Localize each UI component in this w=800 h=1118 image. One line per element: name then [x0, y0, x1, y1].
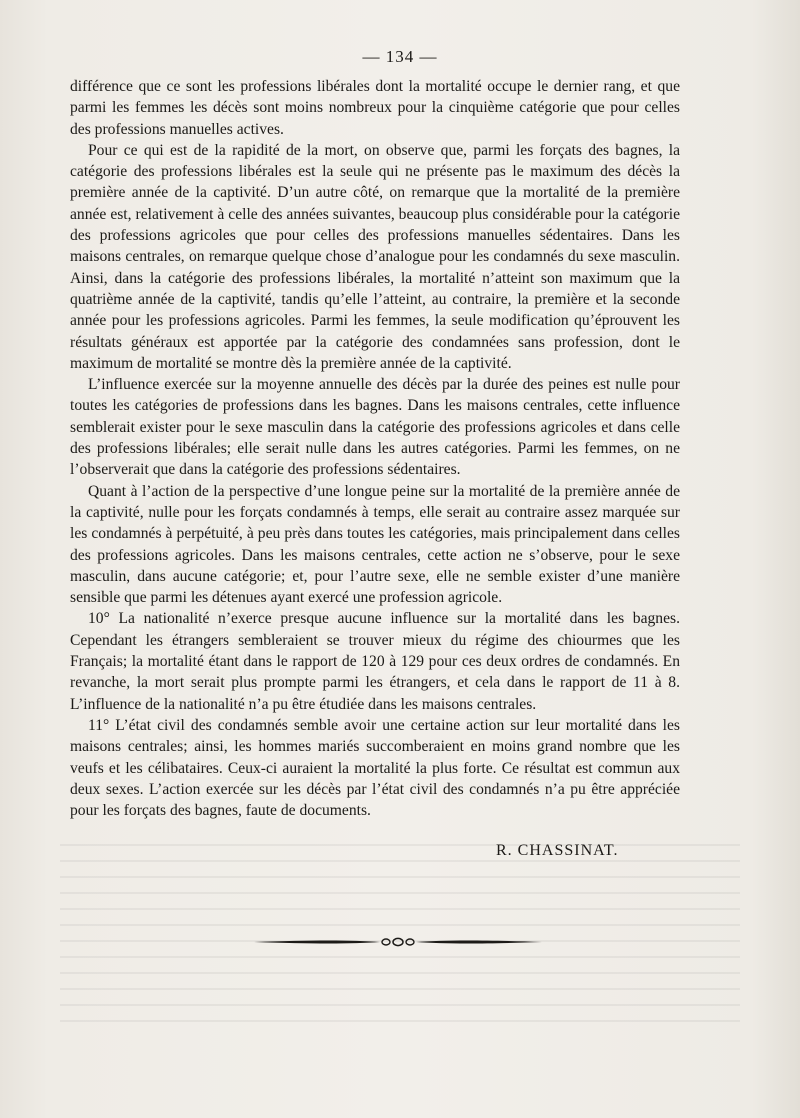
paragraph-3: L’influence exercée sur la moyenne annuelle des décès par la durée des peines est nulle pour toutes les catégories de professions dans les bagnes. Dans les maisons centrales, cette influence semblerait exister pour le sexe masculin dans la catégorie des professions agricoles et dans celle des professions libérales; elle serait nulle dans les autres catégories. Parmi les femmes, on ne l’observerait que dans la catégorie des professions sédentaires. [70, 376, 680, 479]
bleed-through-shadow [60, 830, 740, 1030]
paragraph-6: 11° L’état civil des condamnés semble avoir une certaine action sur leur mortalité dans les maisons centrales; ainsi, les hommes mariés succomberaient en moins grand nombre que les veufs et les célibataires. Ceux-ci auraient la mortalité la plus forte. Ce résultat est commun aux deux sexes. L’action exercée sur les décès par l’état civil des condamnés n’a pu être appréciée pour les forçats des bagnes, faute de documents. [70, 716, 680, 820]
body-text [70, 76, 680, 821]
paragraph-2: Pour ce qui est de la rapidité de la mort, on observe que, parmi les forçats des bagnes, la catégorie des professions libérales est la seule qui ne présente pas le maximum des décès la première année de la captivité. D’un autre côté, on remarque que la mortalité de la première année est, relativement à celle des années suivantes, beaucoup plus considérable pour la catégorie des professions agricoles que pour celles des professions manuelles sédentaires. Dans les maisons centrales, on remarque quelque chose d’analogue pour les condamnés du sexe masculin. Ainsi, dans la catégorie des professions libérales, la mortalité n’atteint son maximum que la quatrième année de la captivité, tandis qu’elle l’atteint, au contraire, la première et la seconde année pour les professions agricoles. Parmi les femmes, la seule modification qu’éprouvent les résultats généraux est apportée par la catégorie des condamnées sans profession, dont le maximum de mortalité se montre dès la première année de la captivité. [70, 141, 680, 372]
paragraph-4: Quant à l’action de la perspective d’une longue peine sur la mortalité de la première année de la captivité, nulle pour les forçats condamnés à temps, elle serait au contraire assez marquée sur les condamnés à perpétuité, à peu près dans toutes les catégories, mais principalement dans celles des professions agricoles. Dans les maisons centrales, cette action ne s’observe, pour le sexe masculin, dans aucune catégorie; et, pour l’autre sexe, elle ne semble exister d’une manière sensible que parmi les détenues ayant exercé une profession agricole. [70, 482, 680, 607]
page-number: — 134 — [362, 47, 438, 66]
ornament-divider-icon [252, 934, 544, 950]
paragraph-1: différence que ce sont les professions libérales dont la mortalité occupe le dernier rang, et que parmi les femmes les décès sont moins nombreux pour la cinquième catégorie que pour celles des professions manuelles actives. [70, 78, 680, 138]
paragraph-5: 10° La nationalité n’exerce presque aucune influence sur la mortalité dans les bagnes. Cependant les étrangers sembleraient se trouver mieux du régime des chiourmes que les Français; la mortalité étant dans le rapport de 120 à 129 pour ces deux ordres de condamnés. En revanche, la mort serait plus prompte parmi les étrangers, et cela dans le rapport de 11 à 8. L’influence de la nationalité n’a pu être étudiée dans les maisons centrales. [70, 610, 680, 713]
author-signature: R. CHASSINAT. [496, 842, 619, 859]
